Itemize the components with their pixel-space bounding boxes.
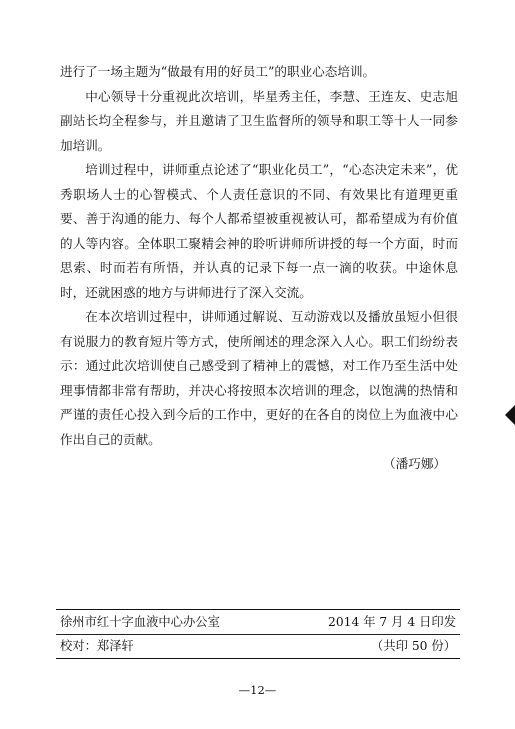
article-paragraph-2: 中心领导十分重视此次培训，毕星秀主任，李慧、王连友、史志旭副站长均全程参与，并且邀请了卫生监督所的领导和职工等十人一同参加培训。 <box>60 88 458 153</box>
copies-count: （共印 50 份） <box>371 639 456 653</box>
margin-triangle-marker <box>505 405 515 425</box>
footer-issuer-row <box>60 614 456 630</box>
footer-middle-rule <box>56 634 460 635</box>
footer-proof-row <box>60 638 456 654</box>
footer-bottom-rule <box>56 658 460 659</box>
issuing-office: 徐州市红十字血液中心办公室 <box>60 615 220 629</box>
proofreader: 校对：郑泽轩 <box>60 639 134 653</box>
article-body <box>60 60 458 477</box>
author-signature: （潘巧娜） <box>383 456 446 471</box>
article-paragraph-4: 在本次培训过程中，讲师通过解说、互动游戏以及播放虽短小但很有说服力的教育短片等方式，使所阐述的理念深入人心。职工们纷纷表示：通过此次培训使自己感受到了精神上的震憾，对工作乃至生活中处理事情都非常有帮助，并决心将按照本次培训的理念，以饱满的热情和严谨的责任心投入到今后的工作中，更好的在各自的岗位上为血液中心作出自己的贡献。 <box>60 309 458 447</box>
footer-top-rule <box>56 609 460 610</box>
article-paragraph-3: 培训过程中，讲师重点论述了“职业化员工”，“心态决定未来”，优秀职场人士的心智模式、个人责任意识的不同、有效果比有道理更重要、善于沟通的能力、每个人都希望被重视被认可，都希望成为有价值的人等内容。全体职工聚精会神的聆听讲师所讲授的每一个方面，时而思索、时而若有所悟，并认真的记录下每一点一滴的收获。中途休息时，还就困惑的地方与讲师进行了深入交流。 <box>60 162 458 300</box>
issue-date: 2014 年 7 月 4 日印发 <box>328 615 456 629</box>
article-paragraph-1: 进行了一场主题为“做最有用的好员工”的职业心态培训。 <box>60 64 376 79</box>
page-number: —12— <box>238 683 277 697</box>
